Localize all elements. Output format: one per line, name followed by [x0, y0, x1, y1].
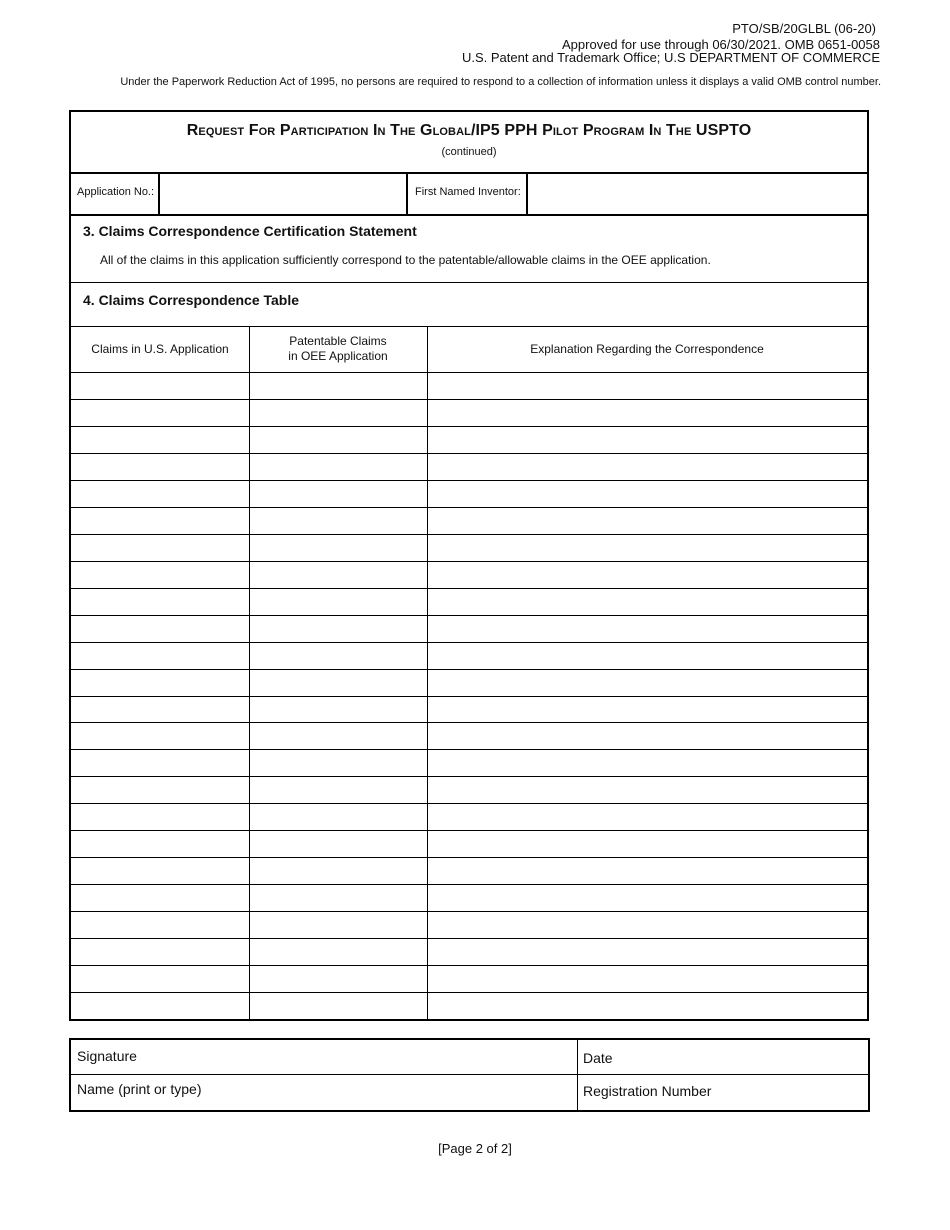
- column-divider: [249, 326, 250, 1019]
- table-row-line: [71, 749, 867, 750]
- signature-block: [69, 1038, 870, 1112]
- application-no-field[interactable]: [160, 172, 408, 214]
- name-label: Name (print or type): [77, 1081, 202, 1097]
- table-row-line: [71, 803, 867, 804]
- table-row-line: [71, 426, 867, 427]
- section3-title: 3. Claims Correspondence Certification Statement: [83, 223, 417, 239]
- table-row-line: [71, 561, 867, 562]
- table-row-line: [71, 669, 867, 670]
- table-row-line: [71, 992, 867, 993]
- form-number: PTO/SB/20GLBL (06-20): [732, 21, 876, 36]
- certification-statement: All of the claims in this application sufficiently correspond to the patentable/allowable claims in the OEE application.: [100, 253, 711, 267]
- paperwork-notice: Under the Paperwork Reduction Act of 1995, no persons are required to respond to a collection of information unless it displays a valid OMB control number.: [120, 76, 881, 88]
- table-row-line: [71, 965, 867, 966]
- table-row-line: [71, 642, 867, 643]
- table-row-line: [71, 722, 867, 723]
- table-row-line: [71, 830, 867, 831]
- registration-number-label: Registration Number: [583, 1083, 712, 1099]
- header-divider: [71, 372, 867, 373]
- page-number: [Page 2 of 2]: [438, 1141, 512, 1156]
- application-row: [71, 172, 867, 216]
- correspondence-table-heading: [71, 283, 867, 327]
- certification-section: [71, 214, 867, 283]
- first-inventor-field[interactable]: [528, 172, 867, 214]
- first-inventor-label: First Named Inventor:: [408, 172, 528, 214]
- table-row-line: [71, 884, 867, 885]
- claims-correspondence-table: [71, 326, 867, 1019]
- table-row-line: [71, 480, 867, 481]
- table-row-line: [71, 534, 867, 535]
- table-row-line: [71, 857, 867, 858]
- table-row-line: [71, 696, 867, 697]
- form-title: Request For Participation In The Global/IP5 PPH Pilot Program In The USPTO: [186, 122, 752, 139]
- signature-row-divider: [71, 1074, 868, 1075]
- table-row-line: [71, 615, 867, 616]
- table-row-line: [71, 911, 867, 912]
- request-form: [69, 110, 869, 1021]
- approval-line: Approved for use through 06/30/2021. OMB 0651-0058: [562, 37, 880, 52]
- table-row-line: [71, 453, 867, 454]
- table-row-line: [71, 938, 867, 939]
- title-row: [71, 112, 867, 174]
- column-divider: [427, 326, 428, 1019]
- column-header-us-claims: Claims in U.S. Application: [91, 341, 229, 356]
- table-row-line: [71, 399, 867, 400]
- agency-line: U.S. Patent and Trademark Office; U.S DEPARTMENT OF COMMERCE: [461, 50, 880, 65]
- application-no-label: Application No.:: [71, 172, 160, 214]
- form-subtitle: (continued): [441, 146, 497, 158]
- signature-label: Signature: [77, 1048, 137, 1064]
- signature-divider: [577, 1040, 578, 1110]
- table-row-line: [71, 776, 867, 777]
- table-row-line: [71, 507, 867, 508]
- table-row-line: [71, 588, 867, 589]
- date-label: Date: [583, 1050, 613, 1066]
- column-header-oee-claims: Patentable Claims in OEE Application: [288, 334, 388, 363]
- section4-title: 4. Claims Correspondence Table: [83, 292, 300, 308]
- column-header-explanation: Explanation Regarding the Correspondence: [530, 341, 764, 356]
